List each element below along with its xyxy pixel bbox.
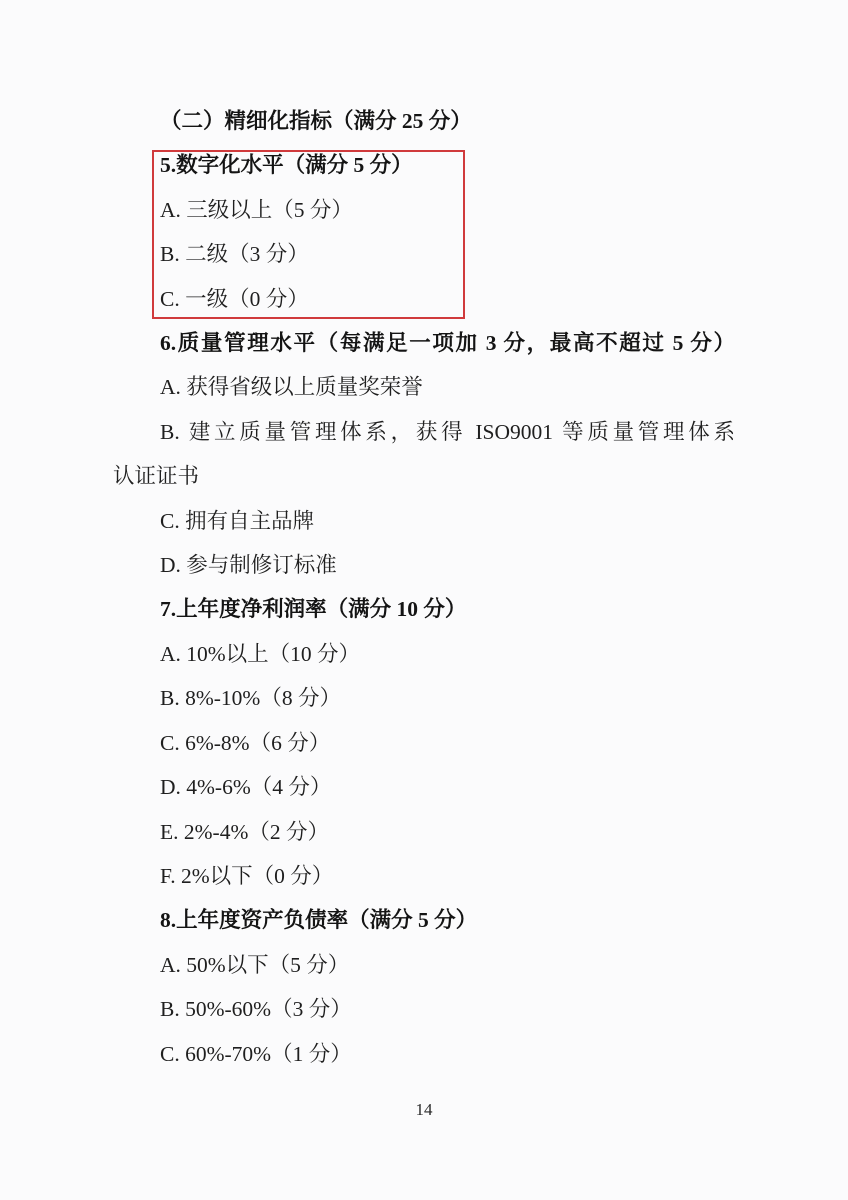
item-7-option-c: C. 6%-8%（6 分） [160,730,331,755]
item-7-heading: 7.上年度净利润率（满分 10 分） [160,597,467,622]
item-6-option-b-line-2: 认证证书 [113,464,200,489]
item-8-option-c: C. 60%-70%（1 分） [160,1041,352,1066]
item-5-option-b: B. 二级（3 分） [160,242,309,267]
item-6-heading: 6.质量管理水平（每满足一项加 3 分，最高不超过 5 分） [160,331,735,356]
item-6-option-c: C. 拥有自主品牌 [160,508,315,533]
item-5-option-a: A. 三级以上（5 分） [160,197,353,222]
item-5-heading: 5.数字化水平（满分 5 分） [160,153,413,178]
item-6-option-b-line-1: B. 建立质量管理体系，获得 ISO9001 等质量管理体系 [160,419,735,444]
item-8-heading: 8.上年度资产负债率（满分 5 分） [160,908,478,933]
item-7-option-f: F. 2%以下（0 分） [160,863,334,888]
item-8-option-b: B. 50%-60%（3 分） [160,997,352,1022]
item-6-option-a: A. 获得省级以上质量奖荣誉 [160,375,423,400]
item-6-option-d: D. 参与制修订标准 [160,553,337,578]
section-heading: （二）精细化指标（满分 25 分） [160,109,472,133]
item-7-option-b: B. 8%-10%（8 分） [160,686,341,711]
item-8-option-a: A. 50%以下（5 分） [160,952,350,977]
document-content [113,99,735,1076]
item-7-option-d: D. 4%-6%（4 分） [160,775,332,800]
item-7-option-a: A. 10%以上（10 分） [160,641,361,666]
page-number: 14 [415,1100,433,1119]
item-5-option-c: C. 一级（0 分） [160,286,309,311]
item-7-option-e: E. 2%-4%（2 分） [160,819,329,844]
